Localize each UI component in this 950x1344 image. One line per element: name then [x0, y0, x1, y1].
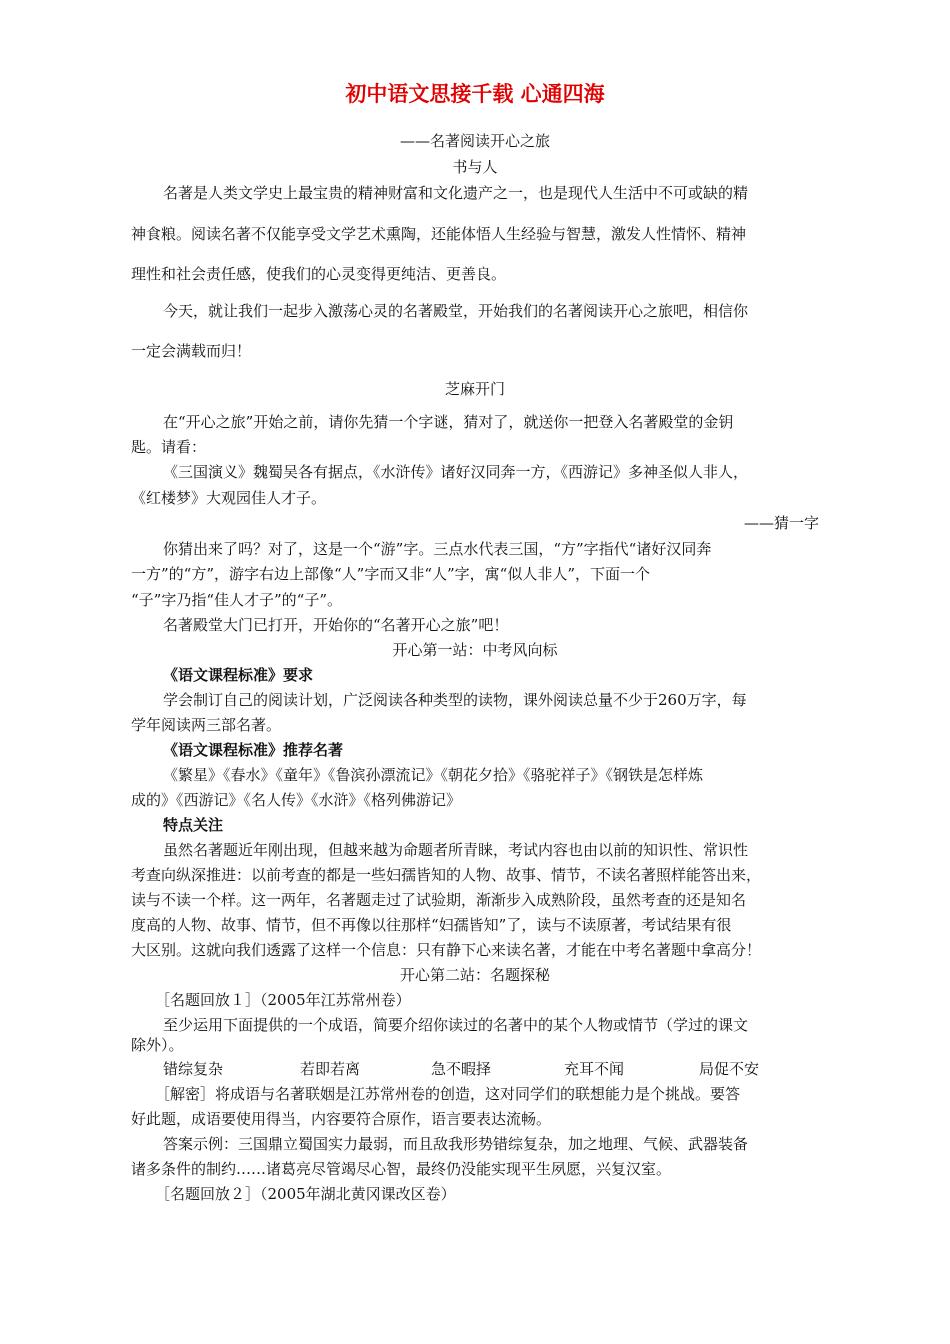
section-heading-book: 书与人 — [452, 158, 498, 176]
analysis-line: 好此题，成语要使用得当，内容要符合原作，语言要表达流畅。 — [131, 1110, 552, 1128]
idiom-item: 充耳不闻 — [564, 1060, 625, 1078]
intro-line: 名著是人类文学史上最宝贵的精神财富和文化遗产之一，也是现代人生活中不可或缺的精 — [163, 184, 749, 202]
requirement-heading: 《语文课程标准》要求 — [163, 666, 314, 684]
feature-line: 读与不读一个样。这一两年，名著题走过了试验期，渐渐步入成熟阶段，虽然考查的还是知名 — [131, 891, 747, 909]
answer-line: 名著殿堂大门已打开，开始你的“名著开心之旅”吧！ — [163, 616, 509, 634]
recommendation-heading: 《语文课程标准》推荐名著 — [163, 741, 344, 759]
idiom-item: 局促不安 — [699, 1060, 760, 1078]
section-heading-sesame: 芝麻开门 — [444, 380, 505, 398]
idiom-item: 错综复杂 — [163, 1060, 224, 1078]
riddle-line: 《三国演义》魏蜀吴各有据点，《水浒传》诸好汉同奔一方，《西游记》多神圣似人非人， — [163, 463, 749, 481]
requirement-line: 学年阅读两三部名著。 — [131, 716, 282, 734]
answer-line: 一方”的“方”，游字右边上部像“人”字而又非“人”字，寓“似人非人”，下面一个 — [131, 565, 651, 583]
station-1-heading: 开心第一站：中考风向标 — [392, 641, 558, 659]
recommendation-line: 《繁星》《春水》《童年》《鲁滨孙漂流记》《朝花夕拾》《骆驼祥子》《钢铁是怎样炼 — [163, 766, 704, 784]
riddle-line: 在“开心之旅”开始之前，请你先猜一个字谜，猜对了，就送你一把登入名著殿堂的金钥 — [163, 413, 734, 431]
feature-line: 虽然名著题近年刚出现，但越来越为命题者所青睐，考试内容也由以前的知识性、常识性 — [163, 841, 749, 859]
answer-line: “子”字乃指“佳人才子”的“子”。 — [131, 591, 343, 609]
subtitle: ——名著阅读开心之旅 — [399, 132, 550, 150]
recommendation-line: 成的》《西游记》《名人传》《水浒》《格列佛游记》 — [131, 791, 462, 809]
intro-line: 神食粮。阅读名著不仅能享受文学艺术熏陶，还能体悟人生经验与智慧，激发人性情怀、精神 — [131, 225, 747, 243]
sample-answer-line: 答案示例：三国鼎立蜀国实力最弱，而且敌我形势错综复杂，加之地理、气候、武器装备 — [163, 1135, 749, 1153]
riddle-line: 《红楼梦》大观园佳人才子。 — [131, 489, 327, 507]
idiom-item: 若即若离 — [300, 1060, 361, 1078]
intro-line: 今天，就让我们一起步入激荡心灵的名著殿堂，开始我们的名著阅读开心之旅吧，相信你 — [163, 302, 749, 320]
station-2-heading: 开心第二站：名题探秘 — [399, 966, 550, 984]
feature-heading: 特点关注 — [163, 816, 224, 834]
question-2-label: ［名题回放２］（2005年湖北黄冈课改区卷） — [155, 1185, 456, 1203]
question-1-line: 至少运用下面提供的一个成语，简要介绍你读过的名著中的某个人物或情节（学过的课文 — [163, 1016, 749, 1034]
idiom-item: 急不暇择 — [431, 1060, 492, 1078]
intro-line: 一定会满载而归！ — [131, 342, 252, 360]
question-1-line: 除外）。 — [131, 1036, 184, 1054]
intro-line: 理性和社会责任感，使我们的心灵变得更纯洁、更善良。 — [131, 265, 507, 283]
riddle-hint: ——猜一字 — [743, 514, 819, 532]
question-1-label: ［名题回放１］（2005年江苏常州卷） — [155, 991, 411, 1009]
page-title: 初中语文思接千载 心通四海 — [345, 82, 605, 106]
riddle-line: 匙。请看： — [131, 438, 207, 456]
feature-line: 度高的人物、故事、情节，但不再像以往那样“妇孺皆知”了，读与不读原著，考试结果有很 — [131, 916, 732, 934]
answer-line: 你猜出来了吗？对了，这是一个“游”字。三点水代表三国，“方”字指代“诸好汉同奔 — [163, 540, 712, 558]
feature-line: 大区别。这就向我们透露了这样一个信息：只有静下心来读名著，才能在中考名著题中拿高分！ — [131, 941, 762, 959]
feature-line: 考查向纵深推进：以前考查的都是一些妇孺皆知的人物、故事、情节，不读名著照样能答出来， — [131, 866, 762, 884]
sample-answer-line: 诸多条件的制约……诸葛亮尽管竭尽心智，最终仍没能实现平生夙愿，兴复汉室。 — [131, 1160, 672, 1178]
requirement-line: 学会制订自己的阅读计划，广泛阅读各种类型的读物，课外阅读总量不少于260万字，每 — [163, 691, 747, 709]
analysis-line: ［解密］将成语与名著联姻是江苏常州卷的创造，这对同学们的联想能力是个挑战。要答 — [155, 1085, 741, 1103]
